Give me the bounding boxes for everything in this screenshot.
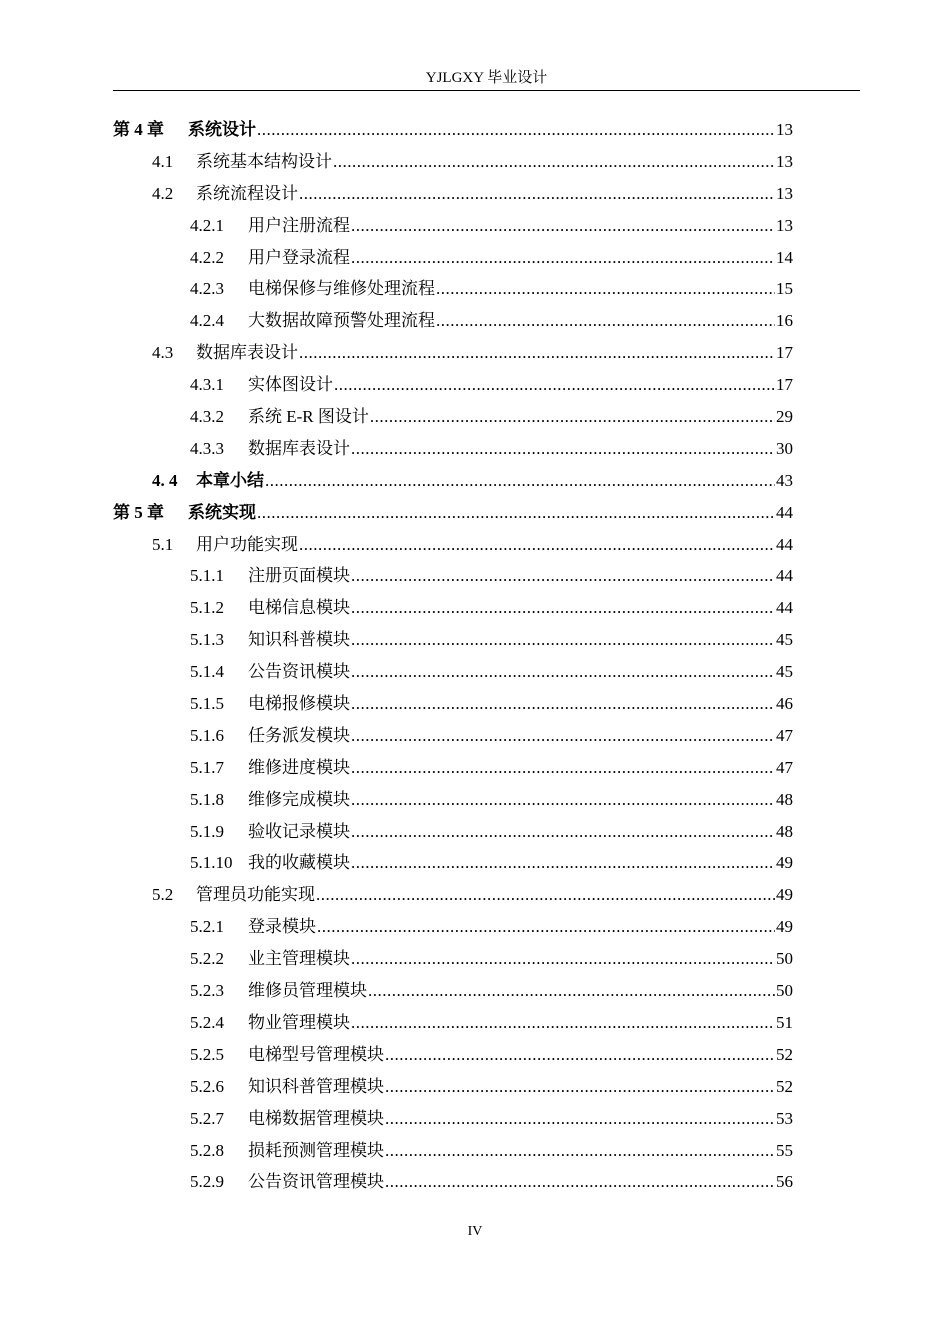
toc-entry-title: 业主管理模块	[248, 949, 350, 969]
toc-entry-page: 13	[776, 215, 793, 235]
toc-entry[interactable]	[113, 1007, 793, 1039]
toc-entry-title: 注册页面模块	[248, 566, 350, 586]
toc-entry[interactable]	[113, 816, 793, 848]
toc-entry-number: 4.2.1	[190, 215, 224, 235]
toc-entry-page: 50	[776, 949, 793, 969]
dot-leader	[265, 465, 775, 497]
toc-entry-title: 公告资讯模块	[248, 662, 350, 682]
dot-leader	[351, 943, 775, 975]
toc-entry-number: 5.1.8	[190, 789, 224, 809]
toc-entry-page: 16	[776, 311, 793, 331]
toc-entry-page: 29	[776, 407, 793, 427]
toc-entry-title: 系统 E-R 图设计	[248, 407, 369, 427]
toc-entry-page: 15	[776, 279, 793, 299]
toc-entry-title: 系统流程设计	[196, 183, 298, 203]
toc-entry-title: 公告资讯管理模块	[248, 1172, 384, 1192]
toc-entry-title: 维修员管理模块	[248, 981, 367, 1001]
toc-entry[interactable]	[113, 847, 793, 879]
toc-entry-number: 4.1	[152, 151, 174, 171]
dot-leader	[351, 720, 775, 752]
toc-entry[interactable]	[113, 178, 793, 210]
page-number: IV	[467, 1224, 483, 1239]
toc-entry-number: 5.1.5	[190, 694, 224, 714]
toc-entry-title: 用户注册流程	[248, 215, 350, 235]
toc-entry-title: 任务派发模块	[248, 725, 350, 745]
toc-entry-page: 45	[776, 662, 793, 682]
toc-entry-title: 数据库表设计	[248, 438, 350, 458]
dot-leader	[257, 497, 775, 529]
toc-entry-title: 登录模块	[248, 917, 316, 937]
toc-entry-page: 49	[776, 917, 793, 937]
toc-entry-title: 管理员功能实现	[196, 885, 315, 905]
toc-entry-title: 损耗预测管理模块	[248, 1140, 384, 1160]
dot-leader	[334, 369, 775, 401]
toc-entry[interactable]	[113, 433, 793, 465]
toc-entry-title: 验收记录模块	[248, 821, 350, 841]
toc-entry-title: 数据库表设计	[196, 343, 298, 363]
toc-entry-page: 44	[776, 598, 793, 618]
toc-entry-page: 55	[776, 1140, 793, 1160]
toc-entry-page: 45	[776, 630, 793, 650]
toc-entry-page: 47	[776, 725, 793, 745]
toc-entry-page: 52	[776, 1044, 793, 1064]
toc-entry[interactable]	[113, 369, 793, 401]
toc-entry[interactable]	[113, 465, 793, 497]
toc-entry[interactable]	[113, 911, 793, 943]
dot-leader	[317, 911, 775, 943]
dot-leader	[333, 146, 775, 178]
toc-entry[interactable]	[113, 497, 793, 529]
toc-entry-number: 5.2.4	[190, 1012, 224, 1032]
toc-entry[interactable]	[113, 401, 793, 433]
toc-entry-title: 电梯信息模块	[248, 598, 350, 618]
toc-entry[interactable]	[113, 943, 793, 975]
dot-leader	[351, 816, 775, 848]
dot-leader	[351, 242, 775, 274]
toc-entry-page: 53	[776, 1108, 793, 1128]
toc-entry-number: 4.3.3	[190, 438, 224, 458]
toc-entry-number: 4.3.2	[190, 407, 224, 427]
dot-leader	[368, 975, 775, 1007]
toc-entry-title: 系统设计	[188, 120, 256, 139]
toc-entry-number: 5.2.2	[190, 949, 224, 969]
dot-leader	[385, 1103, 775, 1135]
toc-entry[interactable]	[113, 784, 793, 816]
toc-entry-title: 物业管理模块	[248, 1012, 350, 1032]
table-of-contents	[113, 114, 793, 1198]
toc-entry[interactable]	[113, 1039, 793, 1071]
dot-leader	[351, 624, 775, 656]
dot-leader	[351, 688, 775, 720]
dot-leader	[436, 273, 775, 305]
toc-entry-page: 44	[776, 502, 793, 522]
toc-entry[interactable]	[113, 1103, 793, 1135]
dot-leader	[351, 1007, 775, 1039]
dot-leader	[351, 210, 775, 242]
toc-entry-number: 5.2.5	[190, 1044, 224, 1064]
dot-leader	[351, 752, 775, 784]
toc-entry-page: 52	[776, 1076, 793, 1096]
toc-entry-number: 5.1.7	[190, 757, 224, 777]
toc-entry-page: 56	[776, 1172, 793, 1192]
toc-entry-page: 49	[776, 853, 793, 873]
toc-entry-number: 5.1	[152, 534, 174, 554]
toc-entry-page: 48	[776, 789, 793, 809]
toc-entry[interactable]	[113, 560, 793, 592]
toc-entry-page: 44	[776, 534, 793, 554]
toc-entry-page: 51	[776, 1012, 793, 1032]
toc-entry-number: 5.1.4	[190, 662, 224, 682]
toc-entry-number: 4.3.1	[190, 375, 224, 395]
toc-entry-title: 本章小结	[196, 470, 264, 490]
toc-entry-number: 4.3	[152, 343, 174, 363]
dot-leader	[351, 847, 775, 879]
toc-entry[interactable]	[113, 529, 793, 561]
toc-entry[interactable]	[113, 305, 793, 337]
toc-entry-page: 43	[776, 470, 793, 490]
dot-leader	[351, 592, 775, 624]
toc-entry-number: 4.2.4	[190, 311, 224, 331]
toc-entry-number: 5.1.10	[190, 853, 233, 873]
toc-entry[interactable]	[113, 975, 793, 1007]
toc-entry-number: 5.2.6	[190, 1076, 224, 1096]
toc-entry[interactable]	[113, 656, 793, 688]
toc-entry-number: 4. 4	[152, 470, 178, 490]
toc-entry-number: 5.2.9	[190, 1172, 224, 1192]
toc-entry-page: 13	[776, 151, 793, 171]
toc-entry-number: 5.1.9	[190, 821, 224, 841]
toc-entry-page: 50	[776, 981, 793, 1001]
toc-entry-number: 5.1.3	[190, 630, 224, 650]
dot-leader	[385, 1071, 775, 1103]
toc-entry-number: 5.1.6	[190, 725, 224, 745]
toc-entry-page: 14	[776, 247, 793, 267]
toc-entry[interactable]	[113, 114, 793, 146]
toc-entry-number: 5.2.3	[190, 981, 224, 1001]
dot-leader	[299, 337, 775, 369]
toc-entry-page: 47	[776, 757, 793, 777]
toc-entry-number: 4.2.3	[190, 279, 224, 299]
toc-entry-title: 电梯型号管理模块	[248, 1044, 384, 1064]
toc-entry-title: 用户登录流程	[248, 247, 350, 267]
toc-entry-title: 我的收藏模块	[248, 853, 350, 873]
dot-leader	[351, 433, 775, 465]
toc-entry-page: 30	[776, 438, 793, 458]
toc-entry[interactable]	[113, 273, 793, 305]
dot-leader	[299, 178, 775, 210]
toc-entry-number: 5.2	[152, 885, 174, 905]
dot-leader	[316, 879, 775, 911]
toc-entry[interactable]	[113, 879, 793, 911]
dot-leader	[385, 1135, 775, 1167]
toc-entry-number: 5.2.1	[190, 917, 224, 937]
dot-leader	[385, 1039, 775, 1071]
toc-entry-page: 17	[776, 343, 793, 363]
dot-leader	[370, 401, 775, 433]
dot-leader	[257, 114, 775, 146]
toc-entry-page: 49	[776, 885, 793, 905]
toc-entry[interactable]	[113, 688, 793, 720]
toc-entry-title: 知识科普管理模块	[248, 1076, 384, 1096]
toc-entry[interactable]	[113, 720, 793, 752]
toc-entry-title: 系统基本结构设计	[196, 151, 332, 171]
toc-entry[interactable]	[113, 210, 793, 242]
toc-entry-number: 第 5 章	[113, 502, 164, 522]
dot-leader	[385, 1166, 775, 1198]
dot-leader	[436, 305, 775, 337]
toc-entry-title: 电梯报修模块	[248, 694, 350, 714]
toc-entry-title: 知识科普模块	[248, 630, 350, 650]
toc-entry-title: 维修进度模块	[248, 757, 350, 777]
toc-entry[interactable]	[113, 1166, 793, 1198]
toc-entry[interactable]	[113, 242, 793, 274]
toc-entry-number: 5.1.1	[190, 566, 224, 586]
toc-entry[interactable]	[113, 624, 793, 656]
toc-entry-number: 4.2	[152, 183, 174, 203]
toc-entry-page: 44	[776, 566, 793, 586]
toc-entry[interactable]	[113, 592, 793, 624]
toc-entry-title: 电梯数据管理模块	[248, 1108, 384, 1128]
toc-entry-title: 用户功能实现	[196, 534, 298, 554]
toc-entry-number: 5.2.8	[190, 1140, 224, 1160]
toc-entry-title: 大数据故障预警处理流程	[248, 311, 435, 331]
dot-leader	[299, 529, 775, 561]
toc-entry[interactable]	[113, 146, 793, 178]
toc-entry-number: 5.1.2	[190, 598, 224, 618]
toc-entry-page: 13	[776, 183, 793, 203]
page-header: YJLGXY 毕业设计	[113, 66, 860, 91]
toc-entry-number: 5.2.7	[190, 1108, 224, 1128]
dot-leader	[351, 784, 775, 816]
toc-entry-title: 电梯保修与维修处理流程	[248, 279, 435, 299]
toc-entry[interactable]	[113, 337, 793, 369]
toc-entry[interactable]	[113, 752, 793, 784]
dot-leader	[351, 560, 775, 592]
toc-entry-number: 4.2.2	[190, 247, 224, 267]
toc-entry[interactable]	[113, 1071, 793, 1103]
toc-entry-title: 维修完成模块	[248, 789, 350, 809]
toc-entry-page: 46	[776, 694, 793, 714]
toc-entry-page: 48	[776, 821, 793, 841]
toc-entry-number: 第 4 章	[113, 120, 164, 139]
toc-entry-page: 17	[776, 375, 793, 395]
toc-entry-title: 系统实现	[188, 502, 256, 522]
toc-entry[interactable]	[113, 1135, 793, 1167]
toc-entry-page: 13	[776, 120, 793, 139]
toc-entry-title: 实体图设计	[248, 375, 333, 395]
dot-leader	[351, 656, 775, 688]
